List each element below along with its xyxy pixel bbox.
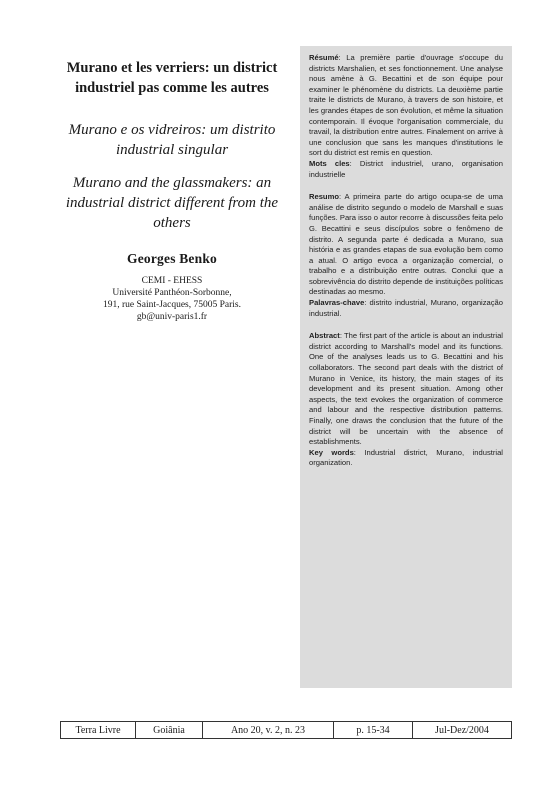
keywords-text: : Industrial district, Murano, industrial organization. bbox=[309, 447, 503, 468]
footer-volume: Ano 20, v. 2, n. 23 bbox=[203, 722, 334, 738]
abstract-text: : La première partie d'ouvrage s'occupe du districts Marshalien, et ses fonctionnement. Une analyse nous amène à G. Becattini et de son équipe pour examiner le phénomène du districts. La deuxième partie traite le districts de Murano, à travers de son histoire, et les grandes étapes de son évolution, et même la situation contemporain. Il évoque l'organisation commerciale, du travail, la distribution entre autres. Finalement on arrive à une conclusion que sans les manques d'institutions le sort du district est remis en question. bbox=[309, 53, 503, 158]
footer-journal: Terra Livre bbox=[61, 722, 136, 738]
title-column bbox=[52, 58, 292, 323]
citation-footer bbox=[60, 721, 512, 739]
footer-date: Jul-Dez/2004 bbox=[435, 724, 489, 736]
abstract-text: : A primeira parte do artigo ocupa-se de uma análise de distrito segundo o modelo de Marshall e suas funções. Para isso o autor recorre à discussões feita pelo G. Becattini e seus discípulos sobre o fenômeno de distrito. A segunda parte é dedicada a Murano, sua história e as grandes etapas de sua evolução bem como a atual. O artigo evoca a organização comercial, o trabalho e a distribuição entre outras. Conclui que a sobrevivência do distrito depende de instituições políticas destinadas ao mesmo. bbox=[309, 192, 503, 297]
title-english: Murano and the glassmakers: an industrial district different from the others bbox=[65, 175, 279, 231]
title-portuguese: Murano e os vidreiros: um distrito industrial singular bbox=[68, 122, 276, 158]
footer-pages: p. 15-34 bbox=[334, 722, 413, 738]
keywords-label: Palavras-chave bbox=[309, 298, 365, 308]
author-name: Georges Benko bbox=[127, 251, 217, 266]
footer-city: Goiânia bbox=[136, 722, 203, 738]
keywords-label: Key words bbox=[309, 447, 354, 457]
abstract-english bbox=[309, 331, 503, 469]
affiliation-address: 191, rue Saint-Jacques, 75005 Paris. bbox=[103, 300, 241, 310]
author-affiliation bbox=[52, 275, 292, 323]
affiliation-institute: CEMI - EHESS bbox=[141, 276, 203, 286]
abstract-french bbox=[309, 53, 503, 180]
keywords-text: : District industriel, urano, organisation industrielle bbox=[309, 158, 503, 179]
keywords-label: Mots cles bbox=[309, 158, 350, 168]
abstract-label: Abstract bbox=[309, 331, 340, 341]
abstract-text: : The first part of the article is about an industrial district according to Marshall's model and its functions. One of the analyses leads us to G. Becattini and his collaborators. The second part deals with the district of Murano in Venice, its history, the main stages of its development and its present situation. Among other aspects, the text evokes the organization of commerce and labour and the respective distribution patterns. Finally, one draws the conclusion that the future of the district will be uncertain with the absence of establishments. bbox=[309, 331, 503, 447]
affiliation-university: Université Panthéon-Sorbonne, bbox=[112, 288, 232, 298]
author-email: gb@univ-paris1.fr bbox=[136, 312, 208, 322]
abstracts-panel bbox=[300, 46, 512, 688]
abstract-label: Resumo bbox=[309, 192, 339, 202]
abstract-portuguese bbox=[309, 192, 503, 319]
abstract-label: Résumé bbox=[309, 53, 339, 62]
title-french: Murano et les verriers: un district industriel pas comme les autres bbox=[66, 60, 278, 96]
keywords-text: : distrito industrial, Murano, organização industrial. bbox=[309, 298, 503, 318]
